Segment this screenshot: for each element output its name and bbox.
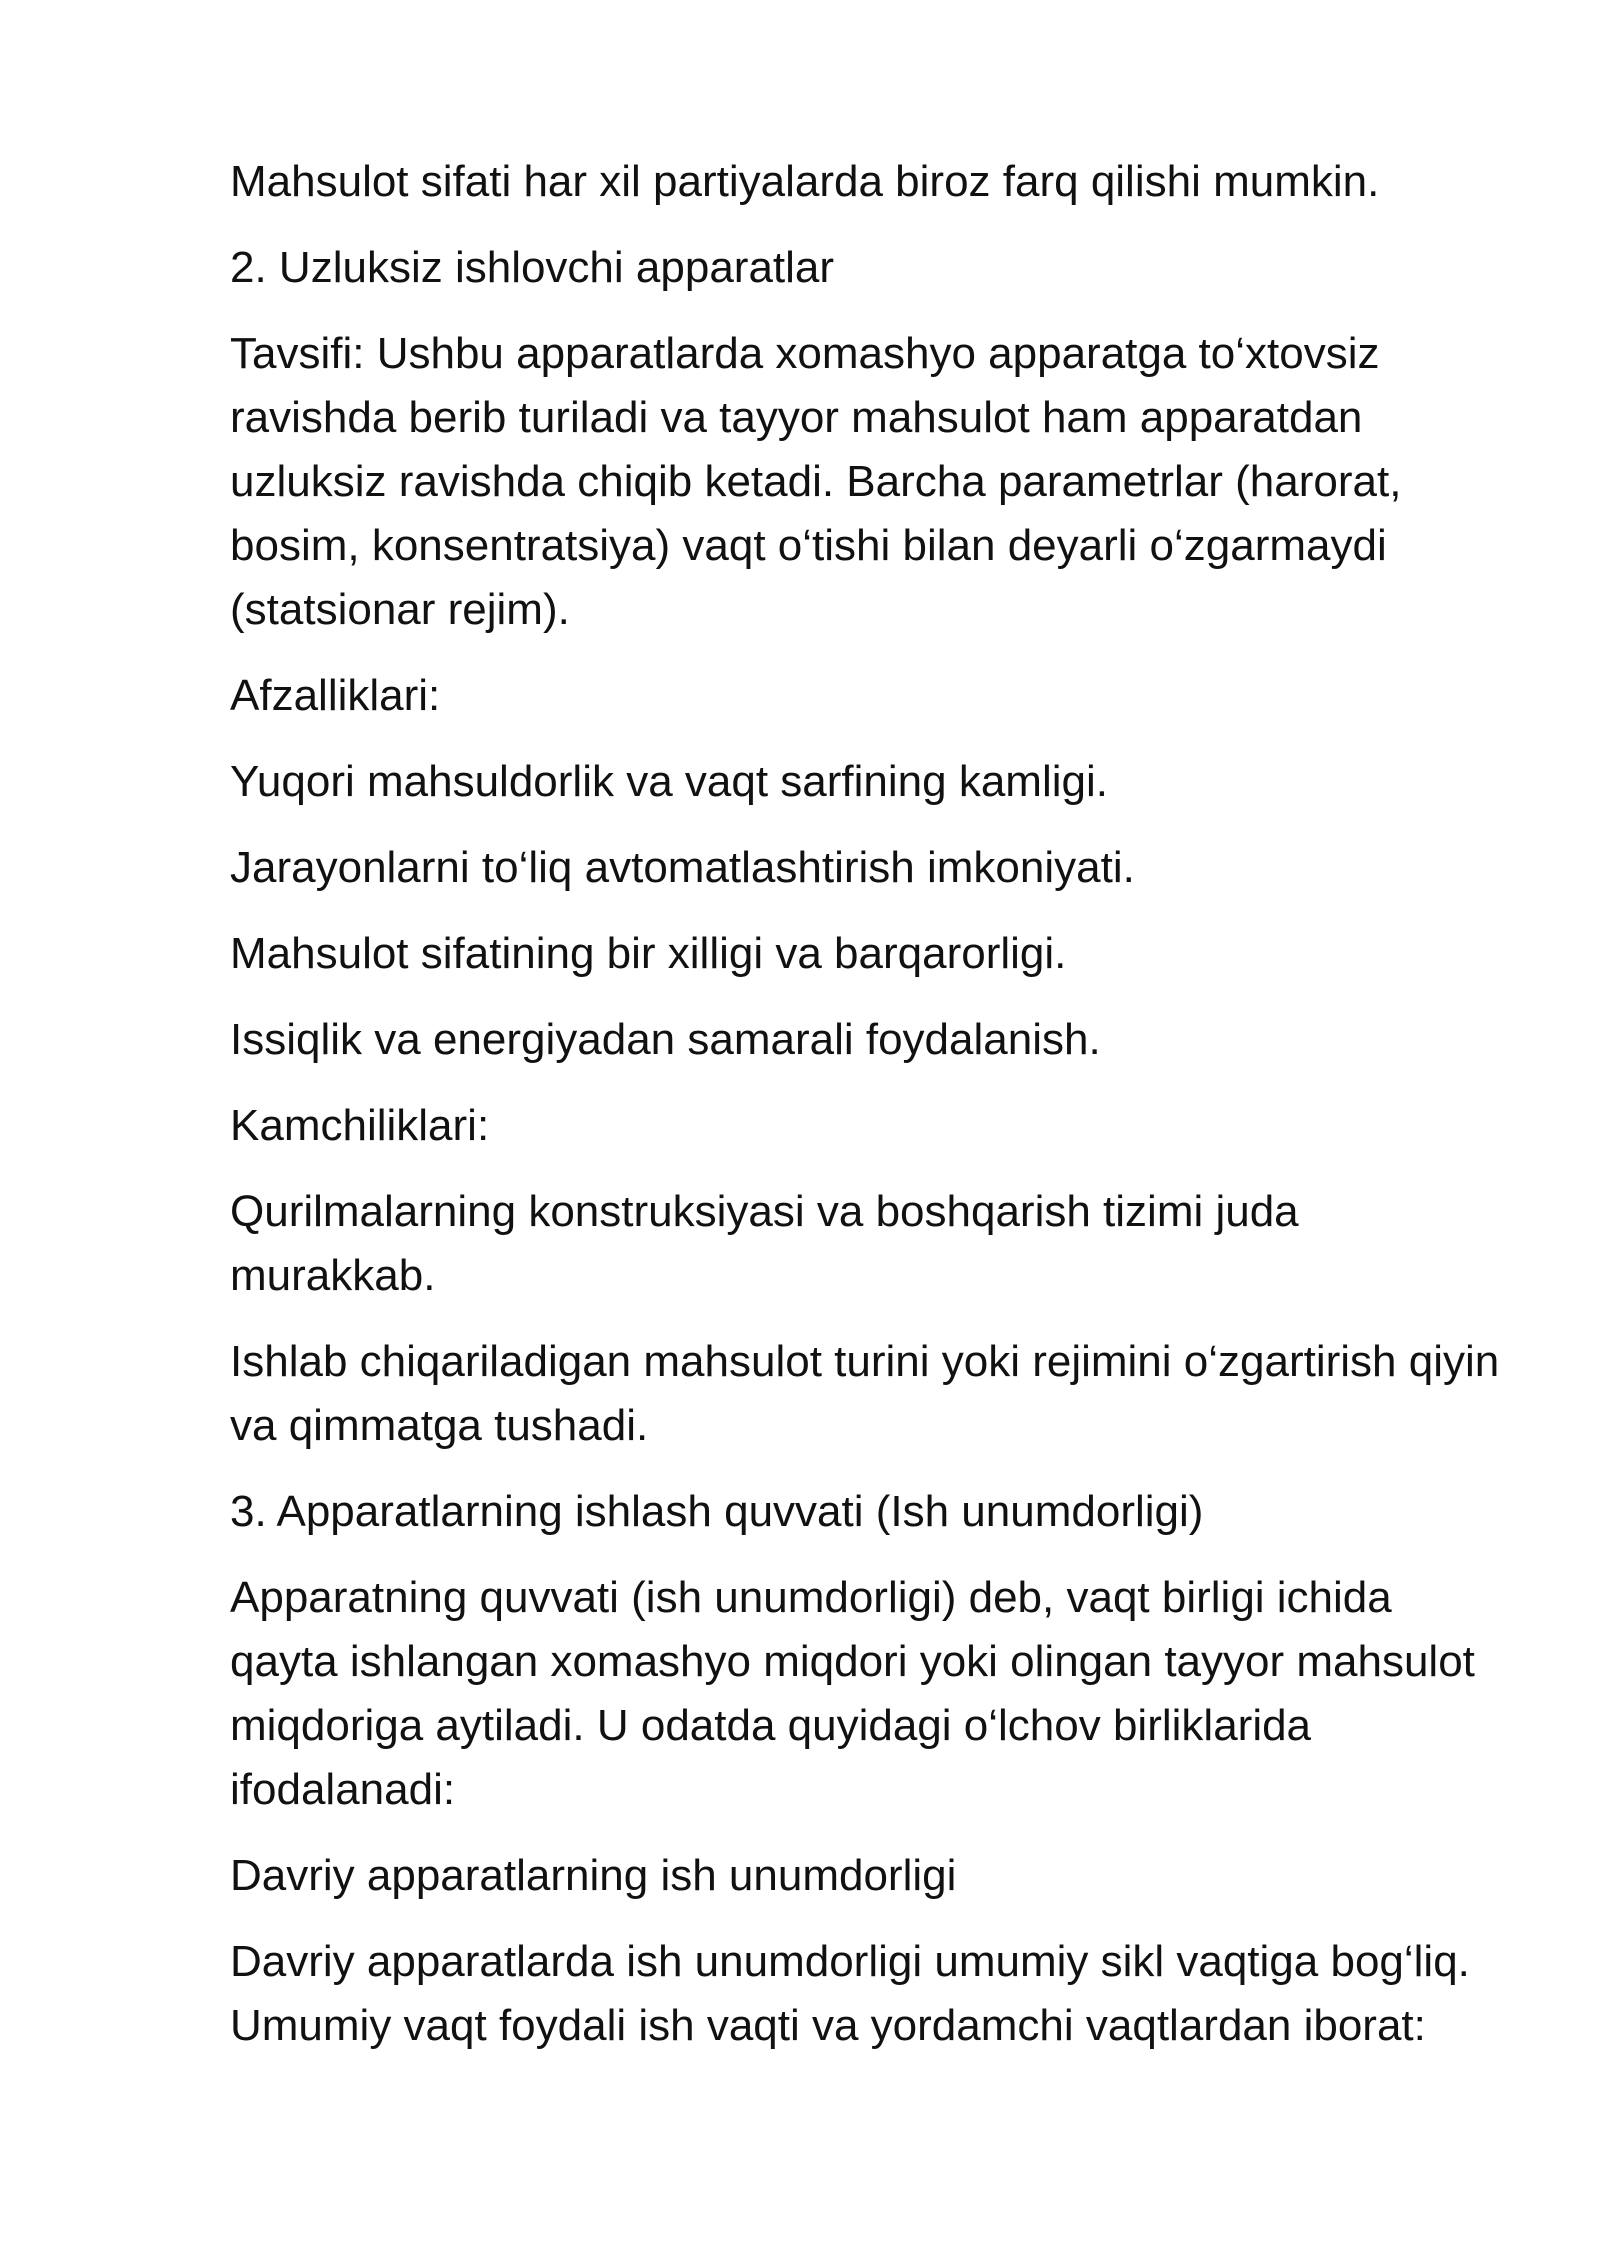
paragraph-batch-productivity: Davriy apparatlarda ish unumdorligi umumiy sikl vaqtiga bog‘liq. Umumiy vaqt foydali ish vaqti va yordamchi vaqtlardan iborat: [230,1937,1470,2050]
paragraph-product-quality-variation: Mahsulot sifati har xil partiyalarda biroz farq qilishi mumkin. [230,157,1380,206]
heading-advantages: Afzalliklari: [230,671,441,720]
advantage-item: Yuqori mahsuldorlik va vaqt sarfining kamligi. [230,757,1108,806]
heading-apparatus-capacity: 3. Apparatlarning ishlash quvvati (Ish unumdorligi) [230,1487,1204,1536]
heading-batch-productivity: Davriy apparatlarning ish unumdorligi [230,1851,957,1900]
advantage-item: Issiqlik va energiyadan samarali foydalanish. [230,1015,1101,1064]
heading-disadvantages: Kamchiliklari: [230,1101,490,1150]
document-body [230,150,1500,2080]
advantage-item: Mahsulot sifatining bir xilligi va barqarorligi. [230,929,1067,978]
paragraph-capacity-definition: Apparatning quvvati (ish unumdorligi) deb, vaqt birligi ichida qayta ishlangan xomashyo miqdori yoki olingan tayyor mahsulot miqdoriga aytiladi. U odatda quyidagi o‘lchov birliklarida ifodalanadi: [230,1573,1475,1814]
disadvantage-item: Qurilmalarning konstruksiyasi va boshqarish tizimi juda murakkab. [230,1187,1299,1300]
heading-continuous-apparatus: 2. Uzluksiz ishlovchi apparatlar [230,243,835,292]
advantage-item: Jarayonlarni to‘liq avtomatlashtirish imkoniyati. [230,843,1135,892]
paragraph-continuous-description: Tavsifi: Ushbu apparatlarda xomashyo apparatga to‘xtovsiz ravishda berib turiladi va tayyor mahsulot ham apparatdan uzluksiz ravishda chiqib ketadi. Barcha parametrlar (harorat, bosim, konsentratsiya) vaqt o‘tishi bilan deyarli o‘zgarmaydi (statsionar rejim). [230,329,1402,634]
disadvantage-item: Ishlab chiqariladigan mahsulot turini yoki rejimini o‘zgartirish qiyin va qimmatga tushadi. [230,1337,1500,1450]
